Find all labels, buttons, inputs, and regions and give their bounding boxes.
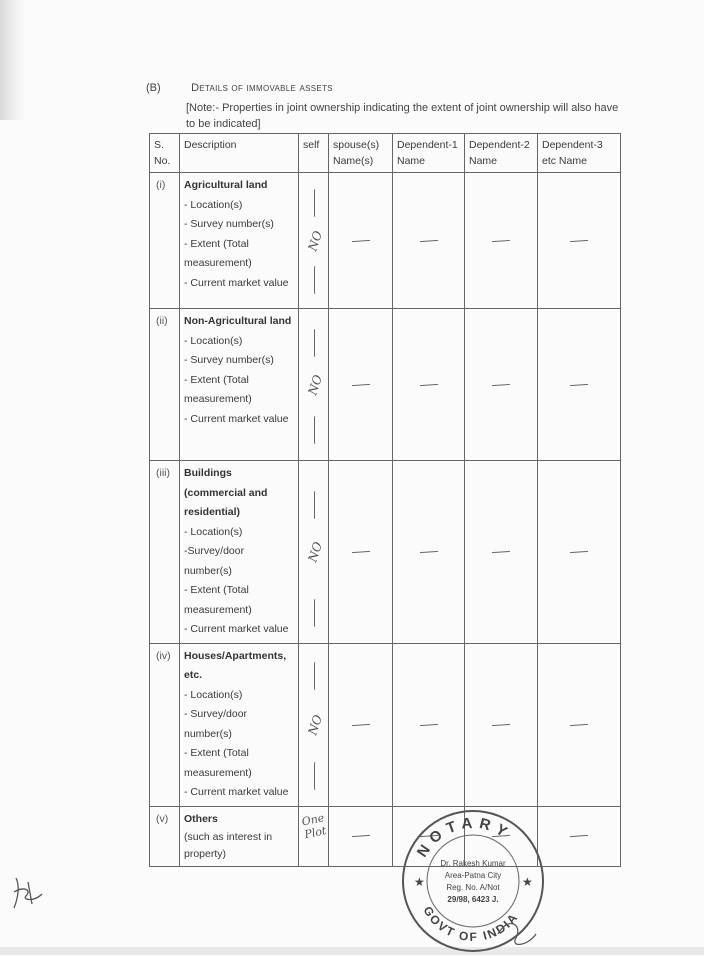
row-description bbox=[180, 643, 299, 806]
stamp-star-right: ★ bbox=[522, 875, 533, 889]
dependent-3-cell bbox=[538, 309, 621, 461]
dependent-3-cell bbox=[538, 806, 621, 867]
dependent-2-cell bbox=[465, 173, 538, 309]
row-title: Houses/Apartments, etc. bbox=[184, 649, 287, 681]
row-sno: (ii) bbox=[150, 309, 180, 461]
row-item: - Current market value bbox=[184, 412, 289, 425]
row-item: - Location(s) bbox=[184, 334, 243, 347]
row-description bbox=[180, 806, 299, 867]
dependent-1-cell bbox=[393, 461, 465, 644]
dash-mark bbox=[492, 239, 510, 241]
table-row bbox=[150, 173, 621, 309]
dash-mark bbox=[351, 723, 369, 725]
row-sno: (v) bbox=[150, 806, 180, 867]
dash-mark bbox=[351, 551, 369, 553]
stamp-reg: Reg. No. A/Not bbox=[446, 883, 500, 892]
table-row bbox=[150, 309, 621, 461]
table-row bbox=[150, 643, 621, 806]
self-value: NO bbox=[305, 539, 325, 564]
stamp-area: Area-Patna City bbox=[444, 871, 502, 880]
spouse-cell bbox=[329, 173, 393, 309]
section-heading bbox=[146, 82, 333, 94]
dependent-1-cell bbox=[393, 309, 465, 461]
handwritten-bracket bbox=[314, 762, 317, 790]
header-dependent-3: Dependent-3 etc Name bbox=[538, 134, 621, 173]
row-sno: (iii) bbox=[150, 461, 180, 644]
header-dependent-1: Dependent-1 Name bbox=[393, 134, 465, 173]
immovable-assets-table bbox=[149, 133, 621, 867]
row-item: - Survey/door number(s) bbox=[184, 708, 248, 740]
header-sno: S. No. bbox=[150, 134, 180, 173]
header-dependent-2: Dependent-2 Name bbox=[465, 134, 538, 173]
self-cell bbox=[299, 461, 329, 644]
scan-edge-shadow bbox=[0, 0, 26, 120]
dash-mark bbox=[570, 835, 588, 837]
row-description bbox=[180, 461, 299, 644]
spouse-cell bbox=[329, 309, 393, 461]
dash-mark bbox=[570, 723, 588, 725]
handwritten-initial bbox=[10, 872, 46, 912]
table-header-row bbox=[150, 134, 621, 173]
table-row bbox=[150, 806, 621, 867]
dash-mark bbox=[419, 239, 437, 241]
notary-stamp bbox=[398, 806, 548, 956]
dependent-2-cell bbox=[465, 643, 538, 806]
row-sno: (i) bbox=[150, 173, 180, 309]
row-item: - Extent (Total measurement) bbox=[184, 747, 252, 779]
dependent-2-cell bbox=[465, 309, 538, 461]
dependent-2-cell bbox=[465, 461, 538, 644]
dash-mark bbox=[351, 239, 369, 241]
scan-bottom-edge bbox=[0, 947, 704, 955]
self-value: NO bbox=[305, 228, 325, 253]
stamp-star-left: ★ bbox=[414, 875, 425, 889]
row-item: - Survey number(s) bbox=[184, 354, 274, 366]
handwritten-bracket bbox=[314, 266, 317, 294]
handwritten-bracket bbox=[314, 416, 317, 444]
row-item: - Survey number(s) bbox=[184, 218, 274, 230]
row-description bbox=[180, 309, 299, 461]
header-spouse: spouse(s) Name(s) bbox=[329, 134, 393, 173]
dash-mark bbox=[351, 835, 369, 837]
row-item: - Extent (Total measurement) bbox=[184, 237, 252, 269]
spouse-cell bbox=[329, 643, 393, 806]
row-title: Others bbox=[184, 812, 218, 825]
spouse-cell bbox=[329, 806, 393, 867]
row-item: - Current market value bbox=[184, 786, 289, 798]
row-item: -Survey/door number(s) bbox=[184, 545, 245, 577]
section-note: [Note:- Properties in joint ownership indicating the extent of joint ownership will also have to be indicated] bbox=[186, 102, 619, 130]
section-number: (B) bbox=[146, 82, 161, 94]
self-value: One Plot bbox=[300, 810, 328, 841]
row-item: (such as interest in property) bbox=[184, 831, 273, 860]
handwritten-bracket bbox=[314, 329, 317, 357]
row-description bbox=[180, 173, 299, 309]
self-cell bbox=[299, 806, 329, 867]
svg-text:NOTARY bbox=[414, 815, 515, 861]
header-self: self bbox=[299, 134, 329, 173]
handwritten-bracket bbox=[314, 662, 317, 690]
row-item: - Location(s) bbox=[184, 198, 243, 211]
self-cell bbox=[299, 643, 329, 806]
handwritten-bracket bbox=[314, 189, 317, 217]
row-item: - Extent (Total measurement) bbox=[184, 373, 252, 405]
dash-mark bbox=[419, 723, 437, 725]
row-item: - Location(s) bbox=[184, 525, 243, 538]
dependent-1-cell bbox=[393, 173, 465, 309]
row-item: - Extent (Total measurement) bbox=[184, 584, 252, 616]
row-sno: (iv) bbox=[150, 643, 180, 806]
dependent-1-cell bbox=[393, 643, 465, 806]
row-title: Agricultural land bbox=[184, 179, 268, 191]
row-title bbox=[184, 464, 294, 523]
section-title: Details of immovable assets bbox=[191, 82, 333, 94]
header-description: Description bbox=[180, 134, 299, 173]
spouse-cell bbox=[329, 461, 393, 644]
dash-mark bbox=[492, 383, 510, 385]
dash-mark bbox=[570, 551, 588, 553]
stamp-ring-top: NOTARY bbox=[413, 814, 516, 861]
dependent-3-cell bbox=[538, 643, 621, 806]
stamp-ring-bottom: GOVT OF INDIA bbox=[420, 903, 522, 945]
handwritten-bracket bbox=[314, 491, 317, 519]
svg-text:GOVT OF INDIA bbox=[420, 904, 521, 944]
self-value: NO bbox=[305, 372, 325, 397]
table-row bbox=[150, 461, 621, 644]
row-title: Non-Agricultural land bbox=[184, 315, 292, 327]
dash-mark bbox=[492, 551, 510, 553]
dash-mark bbox=[351, 383, 369, 385]
dash-mark bbox=[492, 723, 510, 725]
self-value: NO bbox=[305, 712, 325, 737]
handwritten-bracket bbox=[314, 599, 317, 627]
self-cell bbox=[299, 173, 329, 309]
row-title-line-1: Buildings (commercial and residential) bbox=[184, 467, 268, 518]
row-item: - Current market value bbox=[184, 276, 289, 289]
row-item: - Location(s) bbox=[184, 688, 243, 701]
self-cell bbox=[299, 309, 329, 461]
dash-mark bbox=[419, 551, 437, 553]
dash-mark bbox=[570, 383, 588, 385]
stamp-number: 29/98, 6423 J. bbox=[447, 895, 499, 904]
row-item: - Current market value bbox=[184, 623, 289, 635]
stamp-name: Dr. Rakesh Kumar bbox=[440, 859, 506, 868]
dependent-3-cell bbox=[538, 461, 621, 644]
dependent-3-cell bbox=[538, 173, 621, 309]
dash-mark bbox=[570, 239, 588, 241]
dash-mark bbox=[419, 383, 437, 385]
